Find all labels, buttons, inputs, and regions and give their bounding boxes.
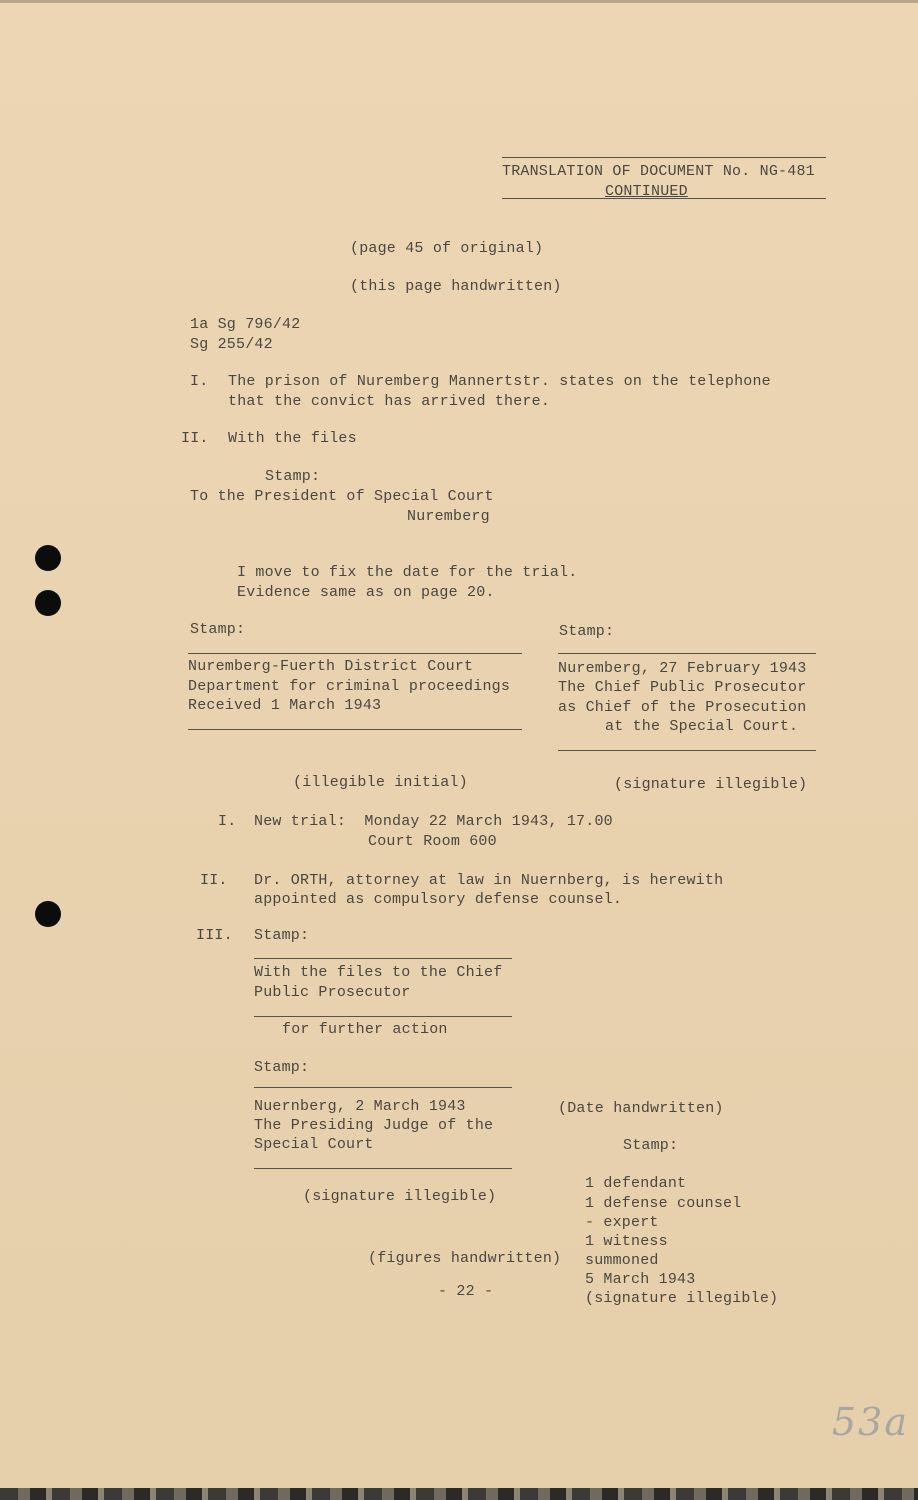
item-2-text: With the files — [228, 430, 357, 447]
item-1-line-2: that the convict has arrived there. — [228, 393, 551, 410]
reference-2: Sg 255/42 — [190, 336, 273, 353]
order-ii-line-1: Dr. ORTH, attorney at law in Nuernberg, is herewith — [254, 872, 724, 889]
left-stamp-label: Stamp: — [190, 621, 246, 638]
left-stamp-line-2: Department for criminal proceedings — [188, 678, 511, 695]
punch-hole-2 — [35, 590, 61, 616]
order-iii-line-3: for further action — [282, 1021, 448, 1038]
order-iii-number: III. — [196, 927, 233, 944]
order-i-line-1: New trial: Monday 22 March 1943, 17.00 — [254, 813, 613, 830]
handwritten-note: (this page handwritten) — [350, 278, 562, 295]
left-stamp-rule-bottom — [188, 729, 522, 730]
president-stamp-line-2: Nuremberg — [407, 508, 490, 525]
summons-line-2: 1 defense counsel — [585, 1195, 742, 1212]
signature-illegible-note: (signature illegible) — [614, 776, 808, 793]
figures-handwritten-note: (figures handwritten) — [368, 1250, 562, 1267]
order-iii-line-2: Public Prosecutor — [254, 984, 411, 1001]
header-rule-top — [502, 157, 826, 158]
left-stamp-rule-top — [188, 653, 522, 654]
summons-line-7: (signature illegible) — [585, 1290, 779, 1307]
reference-1: 1a Sg 796/42 — [190, 316, 301, 333]
summons-line-3: - expert — [585, 1214, 659, 1231]
judge-stamp-rule-bottom — [254, 1168, 512, 1169]
judge-stamp-line-3: Special Court — [254, 1136, 374, 1153]
header-rule-bottom — [502, 198, 826, 199]
judge-stamp-rule-top — [254, 1087, 512, 1088]
judge-stamp-line-1: Nuernberg, 2 March 1943 — [254, 1098, 466, 1115]
left-stamp-line-3: Received 1 March 1943 — [188, 697, 382, 714]
continued-label: CONTINUED — [605, 183, 688, 200]
page-number: - 22 - — [438, 1283, 494, 1300]
summons-line-4: 1 witness — [585, 1233, 668, 1250]
order-iii-rule-middle — [254, 1016, 512, 1017]
pencil-annotation: 53a — [832, 1400, 910, 1444]
right-stamp-line-2: The Chief Public Prosecutor — [558, 679, 807, 696]
item-1-line-1: The prison of Nuremberg Mannertstr. states on the telephone — [228, 373, 771, 390]
judge-stamp-label: Stamp: — [254, 1059, 310, 1076]
right-stamp-line-4: at the Special Court. — [605, 718, 799, 735]
right-stamp-rule-top — [558, 653, 816, 654]
order-iii-line-1: With the files to the Chief — [254, 964, 503, 981]
punch-hole-1 — [35, 545, 61, 571]
punch-hole-3 — [35, 901, 61, 927]
date-handwritten-note: (Date handwritten) — [558, 1100, 724, 1117]
page-bottom-edge — [0, 1488, 918, 1500]
right-stamp-line-1: Nuremberg, 27 February 1943 — [558, 660, 807, 677]
order-iii-rule-top — [254, 958, 512, 959]
item-2-number: II. — [181, 430, 209, 447]
order-i-line-2: Court Room 600 — [368, 833, 497, 850]
left-stamp-line-1: Nuremberg-Fuerth District Court — [188, 658, 474, 675]
judge-signature-note: (signature illegible) — [303, 1188, 497, 1205]
order-ii-line-2: appointed as compulsory defense counsel. — [254, 891, 623, 908]
page-note: (page 45 of original) — [350, 240, 544, 257]
order-iii-stamp-label: Stamp: — [254, 927, 310, 944]
motion-line-1: I move to fix the date for the trial. — [237, 564, 578, 581]
president-stamp-line-1: To the President of Special Court — [190, 488, 494, 505]
item-1-number: I. — [190, 373, 209, 390]
illegible-initial-note: (illegible initial) — [293, 774, 468, 791]
right-stamp-rule-bottom — [558, 750, 816, 751]
judge-stamp-line-2: The Presiding Judge of the — [254, 1117, 494, 1134]
document-title: TRANSLATION OF DOCUMENT No. NG-481 — [502, 163, 815, 180]
summons-stamp-label: Stamp: — [623, 1137, 679, 1154]
order-i-number: I. — [218, 813, 237, 830]
order-ii-number: II. — [200, 872, 228, 889]
right-stamp-line-3: as Chief of the Prosecution — [558, 699, 807, 716]
summons-line-1: 1 defendant — [585, 1175, 687, 1192]
page-top-edge — [0, 0, 918, 3]
summons-line-6: 5 March 1943 — [585, 1271, 696, 1288]
president-stamp-label: Stamp: — [265, 468, 321, 485]
summons-line-5: summoned — [585, 1252, 659, 1269]
right-stamp-label: Stamp: — [559, 623, 615, 640]
motion-line-2: Evidence same as on page 20. — [237, 584, 495, 601]
